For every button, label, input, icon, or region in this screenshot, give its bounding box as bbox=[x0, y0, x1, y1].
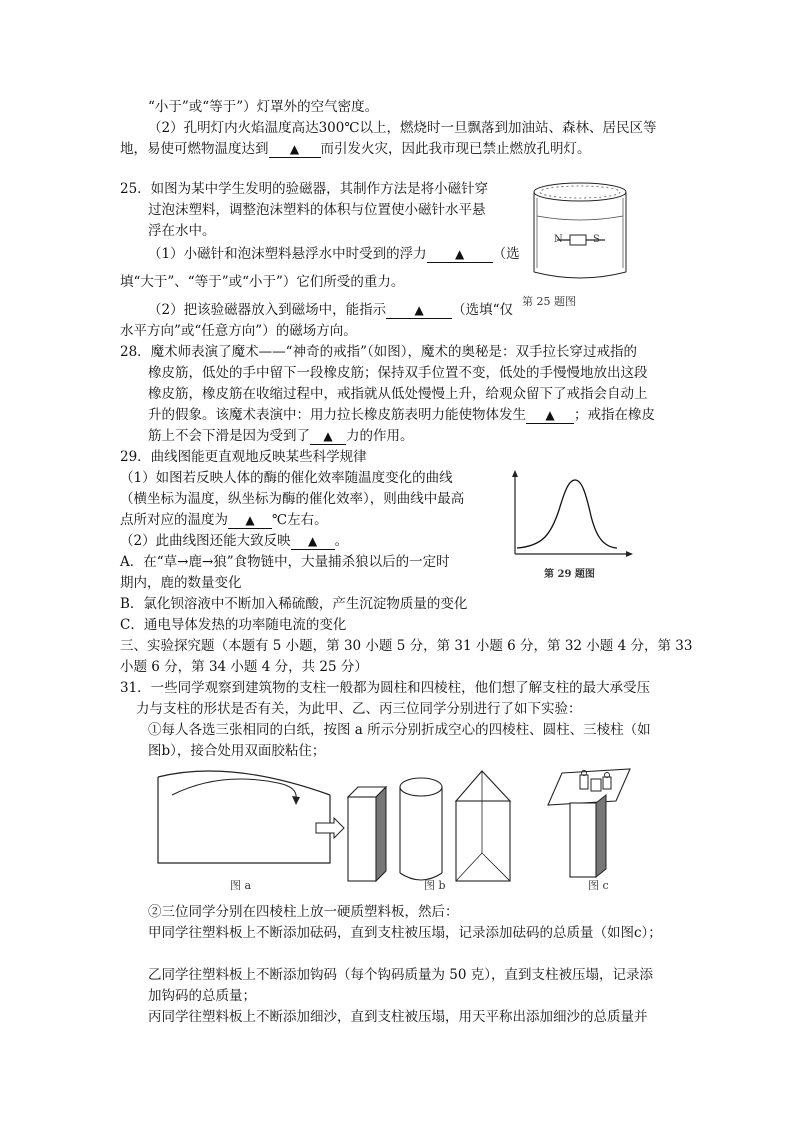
q29-line3: （横坐标为温度，纵坐标为酶的催化效率），则曲线中最高 bbox=[120, 491, 465, 507]
q29-line5: （2）此曲线图还能大致反映 ▲ 。 bbox=[120, 533, 349, 549]
figure-c-caption: 图 c bbox=[588, 879, 609, 892]
answer-blank[interactable]: ▲ bbox=[291, 534, 335, 550]
q25-beaker-figure bbox=[527, 176, 637, 286]
q31-line2: 力与支柱的形状是否有关，为此甲、乙、丙三位同学分别进行了如下实验： bbox=[136, 701, 582, 717]
q29-option-c: C．通电导体发热的功率随电流的变化 bbox=[120, 617, 347, 633]
q31-line5: ②三位同学分别在四棱柱上放一硬质塑料板，然后： bbox=[148, 904, 459, 920]
answer-blank[interactable]: ▲ bbox=[526, 408, 574, 424]
answer-blank[interactable]: ▲ bbox=[386, 303, 452, 319]
figure-b-caption: 图 b bbox=[424, 879, 446, 892]
q31-line3: ①每人各选三张相同的白纸，按图 a 所示分别折成空心的四棱柱、圆柱、三棱柱（如 bbox=[148, 722, 651, 738]
q29-figure-caption: 第 29 题图 bbox=[544, 569, 595, 580]
q29-curve-figure bbox=[503, 470, 633, 560]
answer-blank[interactable]: ▲ bbox=[228, 513, 272, 529]
triangular-prism bbox=[456, 771, 510, 881]
q29-line2: （1）如图若反映人体的酶的催化效率随温度变化的曲线 bbox=[120, 470, 453, 486]
q31-line7: 乙同学往塑料板上不断添加钩码（每个钩码质量为 50 克），直到支柱被压塌，记录添 bbox=[148, 967, 654, 983]
q31-line4: 图b），接合处用双面胶粘住； bbox=[148, 743, 326, 759]
q24-line2a: （2）孔明灯内火焰温度高达300℃以上，燃烧时一旦飘落到加油站、森林、居民区等 bbox=[148, 120, 657, 136]
q31-line6: 甲同学往塑料板上不断添加砝码，直到支柱被压塌，记录添加砝码的总质量（如图c）； bbox=[148, 925, 662, 941]
q29-option-a-line2: 期内，鹿的数量变化 bbox=[120, 575, 242, 591]
q31-line1: 31．一些同学观察到建筑物的支柱一般都为圆柱和四棱柱，他们想了解支柱的最大承受压 bbox=[120, 680, 651, 696]
q28-line3: 橡皮筋，橡皮筋在收缩过程中，戒指就从低处慢慢上升，给观众留下了戒指会自动上 bbox=[148, 386, 648, 402]
section3-heading-line1: 三、实验探究题（本题有 5 小题，第 30 小题 5 分，第 31 小题 6 分，第 32 小题 4 分，第 33 bbox=[120, 638, 693, 654]
q31-line8: 加钩码的总质量； bbox=[148, 988, 256, 1004]
q28-line1: 28．魔术师表演了魔术——“神奇的戒指”（如图），魔术的奥秘是：双手拉长穿过戒指的 bbox=[120, 344, 637, 360]
q25-line7: 水平方向”或“任意方向”）的磁场方向。 bbox=[120, 323, 357, 339]
q28-line2: 橡皮筋，低处的手中留下一段橡皮筋；保持双手位置不变，低处的手慢慢地放出这段 bbox=[148, 365, 648, 381]
figure-a-caption: 图 a bbox=[230, 879, 252, 892]
q31-line9: 丙同学往塑料板上不断添加细沙，直到支柱被压塌，用天平称出添加细沙的总质量并 bbox=[148, 1009, 648, 1025]
figure-c-weights bbox=[548, 769, 630, 877]
q29-option-b: B．氯化钡溶液中不断加入稀硫酸，产生沉淀物质量的变化 bbox=[120, 596, 468, 612]
q25-line2: 过泡沫塑料，调整泡沫塑料的体积与位置使小磁针水平悬 bbox=[148, 202, 486, 218]
answer-blank[interactable]: ▲ bbox=[427, 247, 493, 263]
section3-heading-line2: 小题 6 分，第 34 小题 4 分，共 25 分） bbox=[120, 659, 368, 675]
q28-line4: 升的假象。该魔术表演中：用力拉长橡皮筋表明力能使物体发生 ▲ ；戒指在橡皮 bbox=[148, 407, 655, 423]
q29-line4: 点所对应的温度为 ▲ ℃左右。 bbox=[120, 512, 328, 528]
q31-figures bbox=[150, 765, 640, 890]
q25-line4: （1）小磁针和泡沫塑料悬浮水中时受到的浮力 ▲ （选 bbox=[148, 246, 520, 262]
q24-line1: “小于”或“等于”）灯罩外的空气密度。 bbox=[148, 99, 379, 115]
q29-option-a-line1: A．在“草→鹿→狼”食物链中，大量捕杀狼以后的一定时 bbox=[120, 554, 450, 570]
q29-line1: 29．曲线图能更直观地反映某些科学规律 bbox=[120, 449, 367, 465]
answer-blank[interactable]: ▲ bbox=[310, 429, 346, 445]
answer-blank[interactable]: ▲ bbox=[269, 142, 321, 158]
q25-line6: （2）把该验磁器放入到磁场中，能指示 ▲ （选填“仅 bbox=[148, 302, 513, 318]
q25-line1: 25．如图为某中学生发明的验磁器，其制作方法是将小磁针穿 bbox=[120, 181, 489, 197]
needle-s-label: S bbox=[593, 234, 600, 245]
q28-line5: 筋上不会下滑是因为受到了 ▲ 力的作用。 bbox=[148, 428, 414, 444]
q24-line2b: 地，易使可燃物温度达到 ▲ 而引发火灾，因此我市现已禁止燃放孔明灯。 bbox=[120, 141, 591, 157]
needle-n-label: N bbox=[554, 234, 563, 245]
q25-line5: 填“大于”、“等于”或“小于”）它们所受的重力。 bbox=[120, 274, 405, 290]
figure-a-paper bbox=[158, 771, 330, 863]
square-prism bbox=[348, 787, 386, 881]
q25-line3: 浮在水中。 bbox=[148, 223, 216, 239]
cylinder bbox=[400, 778, 442, 880]
q25-figure-caption: 第 25 题图 bbox=[522, 295, 576, 308]
